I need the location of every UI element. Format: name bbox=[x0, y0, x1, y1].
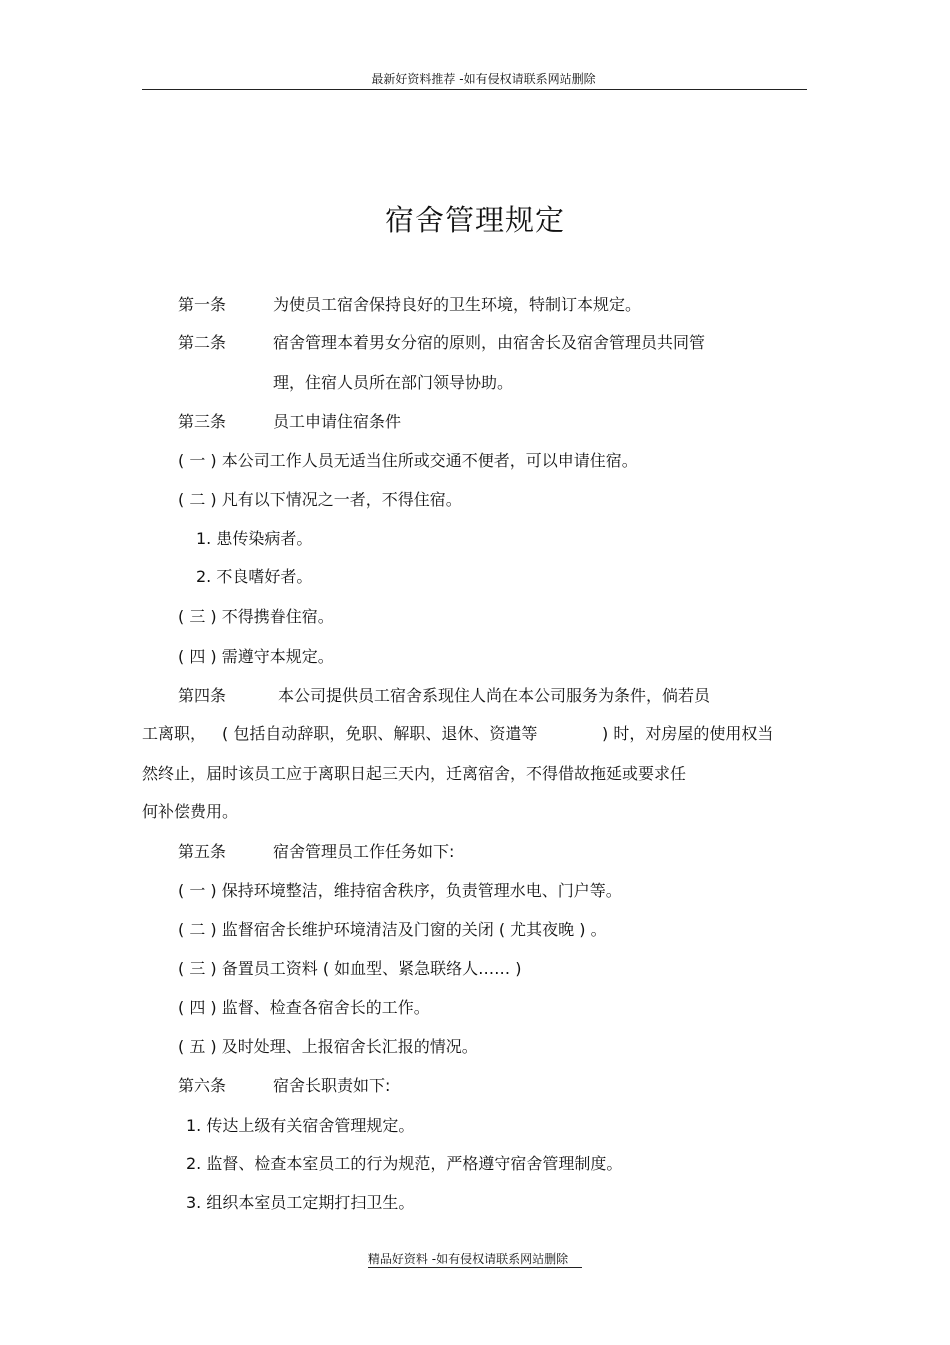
document-title: 宿舍管理规定 bbox=[384, 203, 565, 237]
article-6-item-1: 1. 传达上级有关宿舍管理规定。 bbox=[186, 1116, 415, 1135]
article-3-label: 第三条 bbox=[178, 412, 227, 431]
article-2-label: 第二条 bbox=[178, 333, 227, 352]
page-footer bbox=[0, 1250, 950, 1267]
article-4-line-1: 本公司提供员工宿舍系现住人尚在本公司服务为条件，倘若员 bbox=[278, 686, 711, 705]
article-4-line-3: 然终止，届时该员工应于离职日起三天内，迁离宿舍，不得借故拖延或要求任 bbox=[142, 764, 687, 783]
article-5-item-4: ( 四 ) 监督、检查各宿舍长的工作。 bbox=[178, 998, 430, 1017]
article-1-text: 为使员工宿舍保持良好的卫生环境，特制订本规定。 bbox=[273, 295, 642, 314]
article-3-item-2: ( 二 ) 凡有以下情况之一者，不得住宿。 bbox=[178, 490, 462, 509]
article-4-line-2a: 工离职， bbox=[142, 724, 207, 743]
article-3-item-1: ( 一 ) 本公司工作人员无适当住所或交通不便者，可以申请住宿。 bbox=[178, 451, 638, 470]
article-6-label: 第六条 bbox=[178, 1076, 227, 1095]
article-4-line-2c: ) 时，对房屋的使用权当 bbox=[602, 724, 774, 743]
article-5-item-5: ( 五 ) 及时处理、上报宿舍长汇报的情况。 bbox=[178, 1037, 478, 1056]
article-4-label: 第四条 bbox=[178, 686, 227, 705]
article-3-sub-1: 1. 患传染病者。 bbox=[196, 529, 313, 548]
article-3-text: 员工申请住宿条件 bbox=[273, 412, 402, 431]
article-5-label: 第五条 bbox=[178, 842, 227, 861]
article-2-line-1: 宿舍管理本着男女分宿的原则，由宿舍长及宿舍管理员共同管 bbox=[273, 333, 706, 352]
article-2-line-2: 理，住宿人员所在部门领导协助。 bbox=[273, 373, 514, 392]
footer-text: 精品好资料 -如有侵权请联系网站删除 bbox=[368, 1252, 582, 1268]
article-6-item-2: 2. 监督、检查本室员工的行为规范，严格遵守宿舍管理制度。 bbox=[186, 1154, 623, 1173]
article-5-item-1: ( 一 ) 保持环境整洁，维持宿舍秩序，负责管理水电、门户等。 bbox=[178, 881, 622, 900]
article-4-line-4: 何补偿费用。 bbox=[142, 802, 239, 821]
article-5-item-2: ( 二 ) 监督宿舍长维护环境清洁及门窗的关闭 ( 尤其夜晚 ) 。 bbox=[178, 920, 607, 939]
article-6-item-3: 3. 组织本室员工定期打扫卫生。 bbox=[186, 1193, 415, 1212]
article-6-text: 宿舍长职责如下: bbox=[273, 1076, 391, 1095]
article-1-label: 第一条 bbox=[178, 295, 227, 314]
page-header bbox=[142, 70, 807, 90]
article-3-item-3: ( 三 ) 不得携眷住宿。 bbox=[178, 607, 334, 626]
article-4-line-2b: ( 包括自动辞职，免职、解职、退休、资遣等 bbox=[222, 724, 538, 743]
article-3-item-4: ( 四 ) 需遵守本规定。 bbox=[178, 647, 334, 666]
header-text: 最新好资料推荐 -如有侵权请联系网站删除 bbox=[371, 72, 596, 86]
article-5-item-3: ( 三 ) 备置员工资料 ( 如血型、紧急联络人…… ) bbox=[178, 959, 522, 978]
article-5-text: 宿舍管理员工作任务如下: bbox=[273, 842, 455, 861]
article-3-sub-2: 2. 不良嗜好者。 bbox=[196, 567, 313, 586]
